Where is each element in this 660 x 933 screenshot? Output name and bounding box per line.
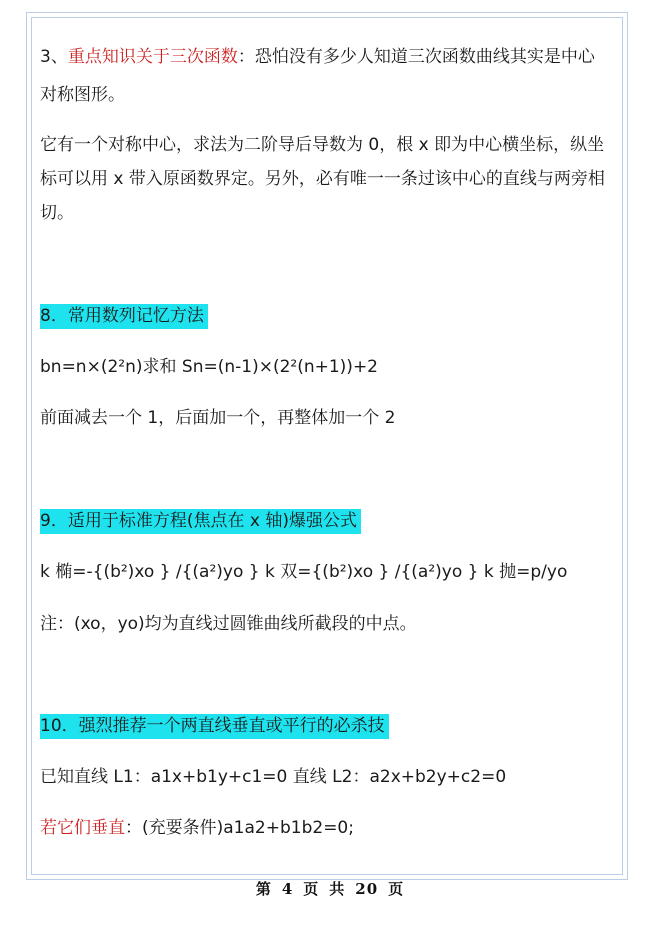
paragraph-line: 它有一个对称中心，求法为二阶导后导数为 0，根 x 即为中心横坐标，纵坐 [40,135,605,155]
paragraph-line: 标可以用 x 带入原函数界定。另外，必有唯一一条过该中心的直线与两旁相 [40,169,605,189]
section-10-heading-text: 10．强烈推荐一个两直线垂直或平行的必杀技 [40,714,389,739]
footer-word: 页 [303,880,320,898]
footer-word: 页 [388,880,405,898]
section-10-condition-text: ：(充要条件)a1a2+b1b2=0; [125,818,354,838]
item-3-line-1 [40,40,595,74]
item-3-prefix: 3、 [40,47,68,67]
section-8-heading [40,299,208,333]
item-3-emphasis: 重点知识关于三次函数 [67,47,238,67]
footer-word: 共 [329,880,346,898]
section-9-heading-text: 9．适用于标准方程(焦点在 x 轴)爆强公式 [40,509,361,534]
page-footer [0,878,660,899]
item-3-text: ：恐怕没有多少人知道三次函数曲线其实是中心 [237,47,595,67]
section-9-note: 注：(xo，yo)均为直线过圆锥曲线所截段的中点。 [40,614,417,634]
item-3-line-2: 对称图形。 [40,85,125,105]
section-10-given: 已知直线 L1：a1x+b1y+c1=0 直线 L2：a2x+b2y+c2=0 [40,767,507,787]
section-10-heading [40,709,389,743]
section-9-heading [40,504,361,538]
footer-total-pages: 20 [355,880,379,898]
footer-page-number: 4 [281,880,294,898]
section-10-condition-emphasis: 若它们垂直 [40,818,125,838]
section-8-formula: bn=n×(2²n)求和 Sn=(n-1)×(2²(n+1))+2 [40,357,378,377]
section-8-note: 前面减去一个 1，后面加一个，再整体加一个 2 [40,408,396,428]
paragraph-line: 切。 [40,203,74,223]
section-10-condition [40,811,354,845]
footer-word: 第 [255,880,272,898]
section-8-heading-text: 8．常用数列记忆方法 [40,304,208,329]
section-9-formula: k 椭=-{(b²)xo } /{(a²)yo } k 双={(b²)xo } /{(a²)yo } k 抛=p/yo [40,562,568,582]
